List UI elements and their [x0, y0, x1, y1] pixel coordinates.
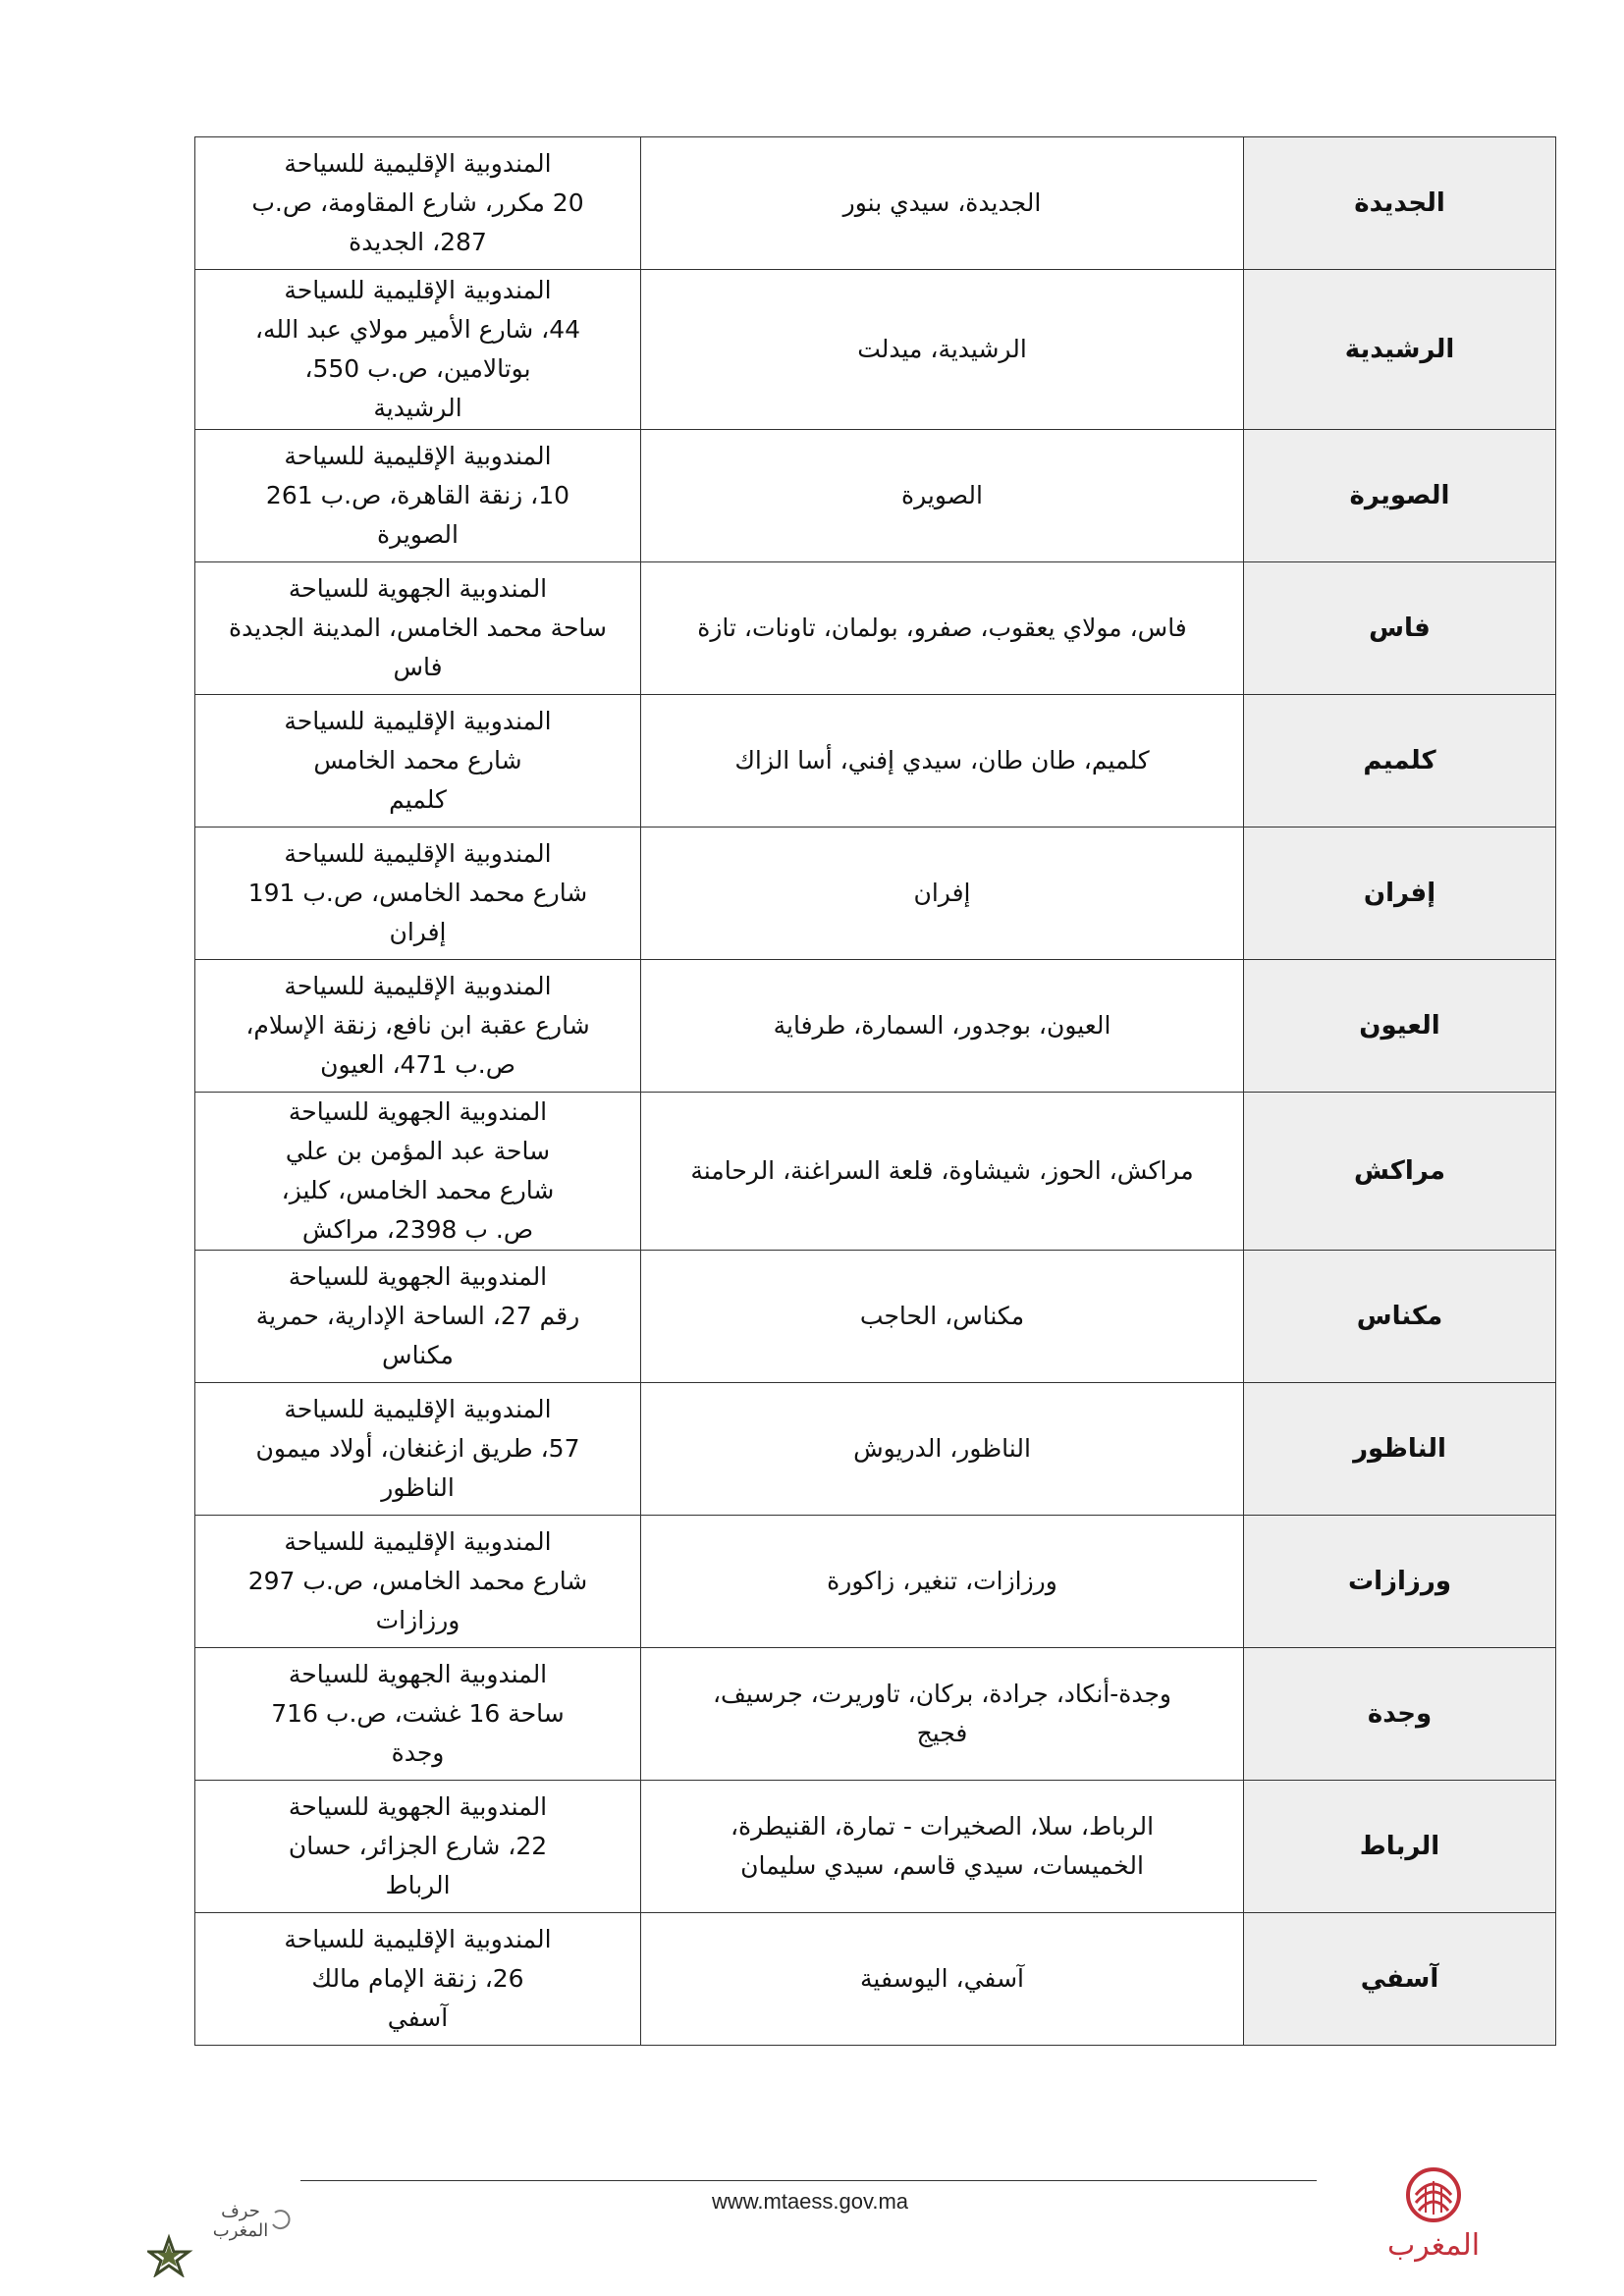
address-cell	[195, 270, 641, 430]
table-row	[195, 1516, 1556, 1648]
address-line: المندوبية الجهوية للسياحة	[288, 1097, 548, 1126]
address-line: المندوبية الجهوية للسياحة	[288, 1660, 548, 1688]
address-line: ص.ب 471، العيون	[320, 1050, 515, 1079]
address-line: ورزازات	[375, 1606, 460, 1634]
address-line: 10، زنقة القاهرة، ص.ب 261	[265, 481, 570, 509]
areas-line: فاس، مولاي يعقوب، صفرو، بولمان، تاونات، تازة	[697, 614, 1187, 642]
address-line: 20 مكرر، شارع المقاومة، ص.ب	[251, 188, 584, 217]
areas-line: ورزازات، تنغير، زاكورة	[827, 1567, 1057, 1595]
address-line: ص. ب 2398، مراكش	[301, 1215, 534, 1244]
address-line: المندوبية الإقليمية للسياحة	[284, 149, 552, 178]
areas-line: مكناس، الحاجب	[859, 1302, 1025, 1330]
areas-line: الرشيدية، ميدلت	[857, 335, 1027, 363]
areas-line: الجديدة، سيدي بنور	[842, 188, 1042, 217]
province-cell: مكناس	[1244, 1251, 1556, 1383]
table-row	[195, 1913, 1556, 2046]
areas-line: كلميم، طان طان، سيدي إفني، أسا الزاك	[734, 746, 1150, 774]
address-line: الرباط	[385, 1871, 451, 1899]
areas-cell	[641, 1516, 1244, 1648]
address-line: شارع محمد الخامس، كليز،	[281, 1176, 555, 1204]
address-line: آسفي	[387, 2003, 449, 2032]
areas-cell	[641, 695, 1244, 828]
province-cell: ورزازات	[1244, 1516, 1556, 1648]
footer-url[interactable]: www.mtaess.gov.ma	[711, 2189, 909, 2214]
address-cell	[195, 1383, 641, 1516]
areas-cell	[641, 1781, 1244, 1913]
address-line: رقم 27، الساحة الإدارية، حمرية	[255, 1302, 580, 1330]
address-line: إفران	[389, 918, 447, 946]
areas-cell	[641, 1093, 1244, 1251]
address-line: المندوبية الإقليمية للسياحة	[284, 1925, 552, 1953]
province-cell: الناظور	[1244, 1383, 1556, 1516]
areas-cell	[641, 828, 1244, 960]
address-line: ساحة محمد الخامس، المدينة الجديدة	[228, 614, 607, 642]
province-cell: الرشيدية	[1244, 270, 1556, 430]
areas-cell	[641, 562, 1244, 695]
address-line: المندوبية الإقليمية للسياحة	[284, 276, 552, 304]
address-cell	[195, 1251, 641, 1383]
address-cell	[195, 1781, 641, 1913]
province-cell: العيون	[1244, 960, 1556, 1093]
table-row	[195, 1093, 1556, 1251]
footer-divider	[300, 2180, 1317, 2181]
areas-line: وجدة-أنكاد، جرادة، بركان، تاوريرت، جرسيف،	[712, 1680, 1172, 1708]
address-cell	[195, 960, 641, 1093]
province-cell: الجديدة	[1244, 137, 1556, 270]
address-line: شارع محمد الخامس، ص.ب 297	[247, 1567, 588, 1595]
address-line: المندوبية الإقليمية للسياحة	[284, 707, 552, 735]
address-line: 287، الجديدة	[349, 228, 487, 256]
morocco-brand-text: المغرب	[1386, 2228, 1481, 2263]
province-cell: فاس	[1244, 562, 1556, 695]
address-line: المندوبية الإقليمية للسياحة	[284, 1527, 552, 1556]
address-line: وجدة	[391, 1738, 445, 1767]
craft-logo-text: حرف المغرب	[212, 2201, 269, 2241]
address-cell	[195, 1648, 641, 1781]
address-line: مكناس	[382, 1341, 454, 1369]
address-line: الرشيدية	[373, 394, 462, 422]
table-row	[195, 1251, 1556, 1383]
province-cell: الصويرة	[1244, 430, 1556, 562]
table-row	[195, 430, 1556, 562]
table-row	[195, 695, 1556, 828]
address-line: المندوبية الجهوية للسياحة	[288, 1262, 548, 1291]
offices-table	[194, 136, 1556, 2046]
areas-line: آسفي، اليوسفية	[860, 1964, 1024, 1993]
table-row	[195, 562, 1556, 695]
areas-cell	[641, 960, 1244, 1093]
province-cell: وجدة	[1244, 1648, 1556, 1781]
address-line: المندوبية الإقليمية للسياحة	[284, 1395, 552, 1423]
address-line: 22، شارع الجزائر، حسان	[288, 1832, 548, 1860]
table-row	[195, 137, 1556, 270]
address-cell	[195, 695, 641, 828]
address-line: شارع محمد الخامس، ص.ب 191	[247, 879, 588, 907]
address-line: الناظور	[381, 1473, 455, 1502]
address-line: المندوبية الجهوية للسياحة	[288, 574, 548, 603]
address-line: 57، طريق ازغنغان، أولاد ميمون	[255, 1434, 580, 1463]
address-line: المندوبية الإقليمية للسياحة	[284, 442, 552, 470]
areas-cell	[641, 1648, 1244, 1781]
areas-line: الخميسات، سيدي قاسم، سيدي سليمان	[740, 1851, 1144, 1880]
address-line: شارع محمد الخامس	[313, 746, 522, 774]
table-row	[195, 1648, 1556, 1781]
address-cell	[195, 1913, 641, 2046]
address-line: ساحة 16 غشت، ص.ب 716	[271, 1699, 565, 1728]
province-cell: آسفي	[1244, 1913, 1556, 2046]
areas-line: الرباط، سلا، الصخيرات - تمارة، القنيطرة،	[730, 1812, 1155, 1841]
areas-line: الناظور، الدريوش	[853, 1434, 1031, 1463]
areas-line: مراكش، الحوز، شيشاوة، قلعة السراغنة، الرحامنة	[690, 1156, 1194, 1185]
address-line: 44، شارع الأمير مولاي عبد الله،	[254, 315, 581, 344]
table-row	[195, 1781, 1556, 1913]
areas-line: إفران	[913, 879, 971, 907]
address-cell	[195, 430, 641, 562]
address-line: المندوبية الجهوية للسياحة	[288, 1792, 548, 1821]
table-row	[195, 1383, 1556, 1516]
address-cell	[195, 562, 641, 695]
address-line: بوتالامين، ص.ب 550،	[304, 354, 531, 383]
address-cell	[195, 137, 641, 270]
address-line: شارع عقبة ابن نافع، زنقة الإسلام،	[245, 1011, 590, 1040]
address-line: فاس	[393, 653, 443, 681]
areas-cell	[641, 137, 1244, 270]
address-cell	[195, 1516, 641, 1648]
address-line: ساحة عبد المؤمن بن علي	[285, 1137, 551, 1165]
province-cell: مراكش	[1244, 1093, 1556, 1251]
areas-cell	[641, 1251, 1244, 1383]
table-row	[195, 960, 1556, 1093]
areas-line: فجيج	[916, 1719, 968, 1747]
areas-cell	[641, 430, 1244, 562]
address-line: 26، زنقة الإمام مالك	[311, 1964, 524, 1993]
areas-cell	[641, 270, 1244, 430]
table-row	[195, 270, 1556, 430]
address-cell	[195, 1093, 641, 1251]
province-cell: كلميم	[1244, 695, 1556, 828]
address-cell	[195, 828, 641, 960]
address-line: كلميم	[389, 785, 447, 814]
offices-table-body	[195, 137, 1556, 2046]
areas-line: الصويرة	[900, 481, 983, 509]
province-cell: الرباط	[1244, 1781, 1556, 1913]
table-row	[195, 828, 1556, 960]
address-line: الصويرة	[376, 520, 459, 549]
address-line: المندوبية الإقليمية للسياحة	[284, 839, 552, 868]
province-cell: إفران	[1244, 828, 1556, 960]
address-line: المندوبية الإقليمية للسياحة	[284, 972, 552, 1000]
areas-line: العيون، بوجدور، السمارة، طرفاية	[773, 1011, 1111, 1040]
areas-cell	[641, 1913, 1244, 2046]
areas-cell	[641, 1383, 1244, 1516]
